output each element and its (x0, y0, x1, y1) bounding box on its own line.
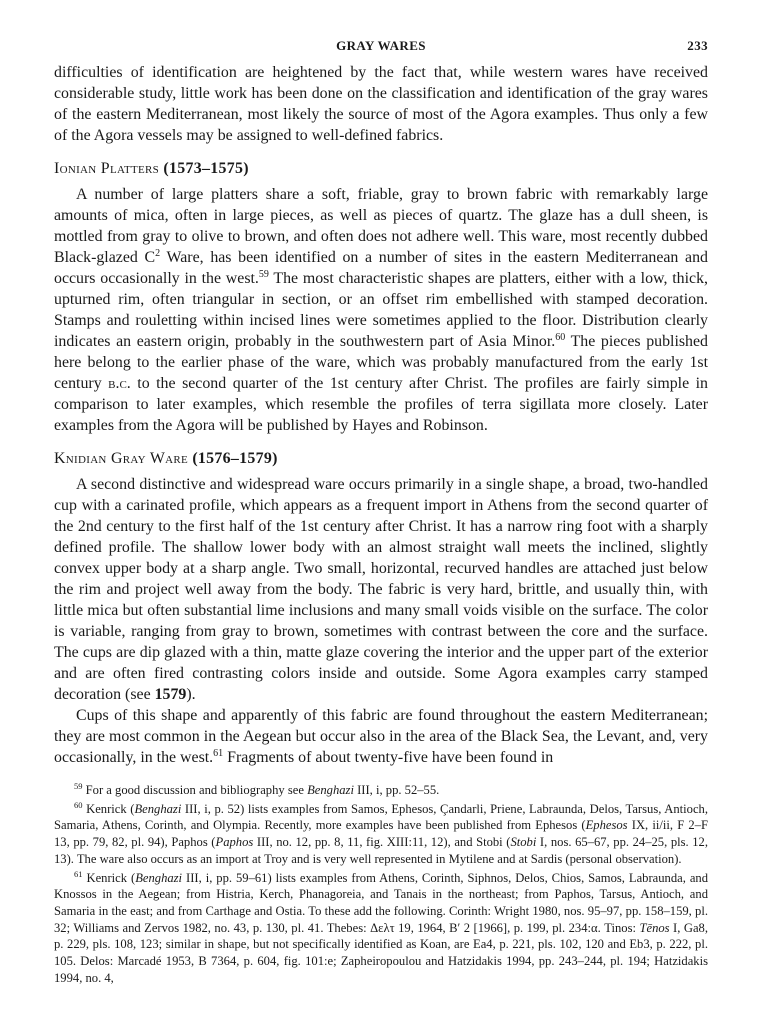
footnote-number: 61 (74, 868, 83, 879)
knidian-paragraph-1 (54, 474, 708, 705)
running-header (54, 38, 708, 62)
section-title: Ionian Platters (54, 160, 160, 177)
text-run: III, no. 12, pp. 8, 11, fig. XIII:11, 12), and Stobi ( (253, 835, 511, 850)
text-run: Ware, has been identified on a number of sites in the eastern Mediterranean and occurs occasionally in the west. (54, 249, 708, 287)
italic-title: Ephesos (585, 818, 628, 833)
ionian-platters-paragraph (54, 184, 708, 436)
footnote-ref-59[interactable]: 59 (258, 269, 269, 280)
book-page (54, 38, 708, 988)
text-run: For a good discussion and bibliography see (85, 783, 308, 797)
text-run: Kenrick ( (86, 870, 136, 885)
text-run: The most characteristic shapes are platters, either with a low, thick, upturned rim, often triangular in section, or an offset rim embellished with stamped decoration. Stamps and rouletting within incised lines were sometimes applied to the floor. Distribution clearly indicates an eastern origin, probably in the southwestern part of Asia Minor. (54, 270, 708, 350)
italic-title: Stobi (510, 835, 537, 850)
text-run: to the second quarter of the 1st century after Christ. The profiles are fairly simple in comparison to later examples, which resemble the profiles of terra sigillata more closely. Later examples from the Agora will be published by Hayes and Robinson. (54, 375, 708, 434)
text-run: III, i, pp. 52–55. (353, 783, 440, 797)
italic-title: Paphos (215, 835, 254, 850)
footnote-number: 59 (74, 781, 83, 791)
superscript: 2 (155, 248, 161, 259)
italic-title: Benghazi (135, 870, 183, 885)
section-heading-ionian-platters (54, 158, 708, 179)
catalogue-range: (1573–1575) (163, 160, 249, 177)
italic-title: Tēnos (639, 920, 670, 935)
main-text (54, 62, 708, 768)
text-run: I, nos. 65–67, pp. 24–25, pls. 12, 13). The ware also occurs as an import at Troy and is very well represented in Mytilene and at Sardis (personal observation). (54, 835, 708, 866)
footnote-59 (54, 782, 708, 799)
catalogue-range: (1576–1579) (192, 450, 278, 467)
section-heading-knidian-gray-ware (54, 448, 708, 469)
text-run: Fragments of about twenty-five have been found in (223, 749, 554, 766)
footnote-61 (54, 870, 708, 987)
text-run: The pieces published here belong to the earlier phase of the ware, which was probably manufactured from the early 1st century (54, 333, 708, 392)
text-run: III, i, p. 52) lists examples from Samos, Ephesos, Çandarli, Priene, Labraunda, Delos, Tarsus, Antioch, Samaria, Athens, Corinth, and Olympia. Recently, more examples have been published from Ephesos ( (54, 801, 708, 833)
text-run: A second distinctive and widespread ware occurs primarily in a single shape, a broad, two-handled cup with a carinated profile, which appears as a frequent import in Athens from the second quarter of the 2nd century to the first half of the 1st century after Christ. It has a narrow ring foot with a sharply defined profile. The shallow lower body with an almost straight wall meets the inclined, slightly convex upper body at a sharp angle. Two small, horizontal, recurved handles are attached just below the rim and project well away from the body. The fabric is very hard, brittle, and usually thin, with little mica but often substantial lime inclusions and many small voids visible on the surface. The color is variable, ranging from gray to brown, sometimes with contrast between the core and the surface. The cups are dip glazed with a thin, matte glaze covering the interior and the upper part of the exterior and are often fired contrasting colors inside and outside. Some Agora examples carry stamped decoration (see (54, 476, 708, 703)
section-title: Knidian Gray Ware (54, 450, 189, 467)
era-abbrev: b.c. (108, 375, 131, 392)
footnote-ref-60[interactable]: 60 (555, 332, 566, 343)
text-run: III, i, pp. 59–61) lists examples from Athens, Corinth, Siphnos, Delos, Chios, Samos, Labraunda, and Knossos in the Aegean; from Histria, Kerch, Phanagoreia, and Tanais in the northeast; from Paphos, Tarsus, Antioch, and Samaria in the east; and from Carthage and Ostia. To these add the following. Corinth: Wright 1980, nos. 95–97, pp. 158–159, pl. 32; Williams and Zervos 1982, no. 43, p. 130, pl. 41. Thebes: Δελτ 19, 1964, B′ 2 [1966], p. 199, pl. 234:α. Tinos: (54, 870, 709, 935)
text-run: Kenrick ( (86, 801, 135, 816)
italic-title: Benghazi (134, 801, 182, 816)
italic-title: Benghazi (307, 783, 354, 797)
footnote-number: 60 (74, 799, 83, 810)
text-run: IX, ii/ii, F 2–F 13, pp. 79, 82, pl. 94), Paphos ( (54, 818, 708, 850)
catalogue-reference[interactable]: 1579 (154, 686, 187, 703)
footnote-ref-61[interactable]: 61 (213, 748, 224, 759)
footnotes (54, 782, 708, 986)
text-run: A number of large platters share a soft, friable, gray to brown fabric with remarkably large amounts of mica, often in large pieces, as well as pieces of quartz. The glaze has a dull sheen, is mottled from gray to olive to brown, and often does not adhere well. This ware, most recently dubbed Black-glazed C (54, 186, 708, 266)
text-run: I, Ga8, p. 229, pls. 108, 123; similar in shape, but not specifically identified as Koan, are Ea4, p. 221, pls. 102, 120 and Eb3, p. 222, pl. 105. Delos: Marcadé 1953, B 7364, p. 604, fig. 101:e; Zapheiropoulou and Hatzidakis 1994, pp. 243–244, pl. 194; Hatzidakis 1994, no. 4, (54, 920, 708, 985)
knidian-paragraph-2 (54, 705, 708, 768)
text-run: ). (186, 686, 196, 703)
intro-paragraph: difficulties of identification are heightened by the fact that, while western wares have received considerable study, little work has been done on the classification and identification of the gray wares of the eastern Mediterranean, most likely the source of most of the Agora examples. Thus only a few of the Agora vessels may be assigned to well-defined fabrics. (54, 64, 708, 144)
running-title: GRAY WARES (336, 38, 426, 53)
footnote-60 (54, 801, 708, 868)
page-number: 233 (687, 38, 708, 53)
text-run: Cups of this shape and apparently of this fabric are found throughout the eastern Mediterranean; they are most common in the Aegean but occur also in the area of the Black Sea, the Levant, and, very occasionally, in the west. (54, 707, 708, 766)
